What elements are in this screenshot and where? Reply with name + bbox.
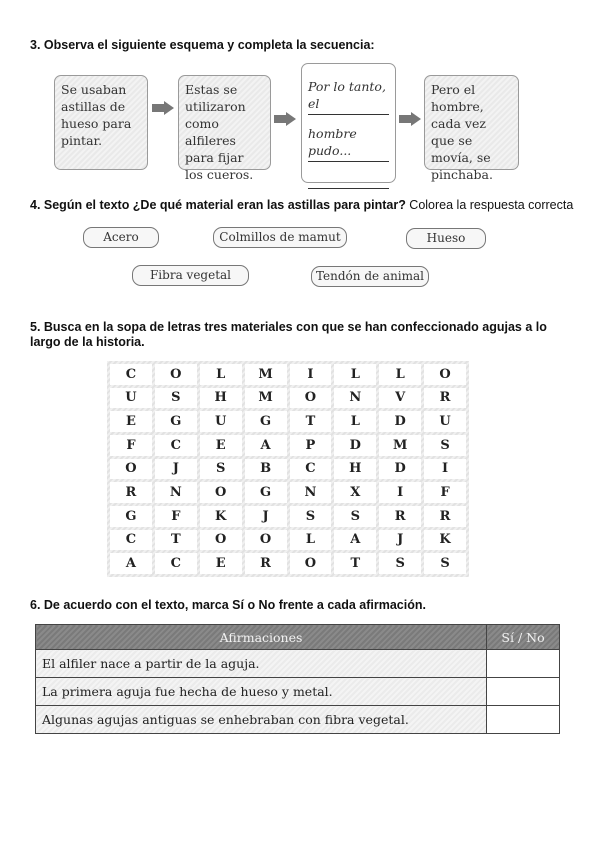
option-acero[interactable]: Acero <box>83 227 159 248</box>
option-fibra-vegetal[interactable]: Fibra vegetal <box>132 265 249 286</box>
table-row <box>36 650 560 678</box>
table-row <box>36 678 560 706</box>
header-affirmations: Afirmaciones <box>36 625 487 650</box>
word-search-cell[interactable]: T <box>290 411 332 432</box>
word-search-cell[interactable]: F <box>110 435 152 456</box>
word-search-cell[interactable]: X <box>334 482 376 503</box>
question-4-question: 4. Según el texto ¿De qué material eran las astillas para pintar? <box>30 198 406 212</box>
word-search-cell[interactable]: M <box>245 388 287 409</box>
word-search-cell[interactable]: O <box>200 482 242 503</box>
word-search-cell[interactable]: O <box>155 364 197 385</box>
word-search-cell[interactable]: P <box>290 435 332 456</box>
word-search-cell[interactable]: D <box>334 435 376 456</box>
word-search-cell[interactable]: E <box>200 435 242 456</box>
question-4-title <box>30 198 573 213</box>
word-search-cell[interactable]: N <box>334 388 376 409</box>
word-search-cell[interactable]: L <box>334 411 376 432</box>
affirmation-text: El alfiler nace a partir de la aguja. <box>36 650 487 678</box>
word-search-cell[interactable]: J <box>245 506 287 527</box>
word-search-cell[interactable]: R <box>245 553 287 574</box>
word-search-cell[interactable]: K <box>424 530 466 551</box>
word-search-cell[interactable]: A <box>110 553 152 574</box>
word-search-cell[interactable]: C <box>155 553 197 574</box>
arrow-right-icon <box>274 112 296 126</box>
word-search-cell[interactable]: T <box>334 553 376 574</box>
word-search-cell[interactable]: U <box>110 388 152 409</box>
answer-cell[interactable] <box>487 706 560 734</box>
affirmation-text: Algunas agujas antiguas se enhebraban con fibra vegetal. <box>36 706 487 734</box>
sequence-box-2: Estas se utilizaron como alfileres para fijar los cueros. <box>178 75 271 170</box>
word-search-cell[interactable]: O <box>290 388 332 409</box>
word-search-cell[interactable]: R <box>110 482 152 503</box>
word-search-cell[interactable]: J <box>379 530 421 551</box>
answer-cell[interactable] <box>487 650 560 678</box>
word-search-cell[interactable]: L <box>200 364 242 385</box>
word-search-cell[interactable]: D <box>379 411 421 432</box>
word-search-cell[interactable]: L <box>290 530 332 551</box>
word-search-cell[interactable]: F <box>155 506 197 527</box>
word-search-cell[interactable]: H <box>200 388 242 409</box>
word-search-cell[interactable]: S <box>290 506 332 527</box>
sequence-box-3-line-1: Por lo tanto, el <box>308 78 389 115</box>
word-search-cell[interactable]: C <box>110 530 152 551</box>
word-search-cell[interactable]: C <box>110 364 152 385</box>
word-search-cell[interactable]: O <box>200 530 242 551</box>
word-search-cell[interactable]: L <box>379 364 421 385</box>
header-answer: Sí / No <box>487 625 560 650</box>
question-6-title: 6. De acuerdo con el texto, marca Sí o No frente a cada afirmación. <box>30 598 426 612</box>
question-3-title: 3. Observa el siguiente esquema y completa la secuencia: <box>30 38 375 52</box>
word-search-cell[interactable]: N <box>290 482 332 503</box>
word-search-cell[interactable]: M <box>245 364 287 385</box>
table-row <box>36 706 560 734</box>
word-search-cell[interactable]: L <box>334 364 376 385</box>
word-search-cell[interactable]: O <box>424 364 466 385</box>
word-search-cell[interactable]: C <box>155 435 197 456</box>
sequence-box-3-answer[interactable] <box>301 63 396 183</box>
affirmations-table <box>35 624 560 734</box>
word-search-cell[interactable]: R <box>379 506 421 527</box>
word-search-cell[interactable]: N <box>155 482 197 503</box>
sequence-box-4: Pero el hombre, cada vez que se movía, se pinchaba. <box>424 75 519 170</box>
word-search-cell[interactable]: G <box>245 482 287 503</box>
word-search-cell[interactable]: O <box>245 530 287 551</box>
word-search-cell[interactable]: S <box>379 553 421 574</box>
word-search-cell[interactable]: J <box>155 459 197 480</box>
word-search-cell[interactable]: K <box>200 506 242 527</box>
word-search-cell[interactable]: I <box>290 364 332 385</box>
word-search-cell[interactable]: A <box>245 435 287 456</box>
word-search-cell[interactable]: G <box>110 506 152 527</box>
word-search-cell[interactable]: R <box>424 506 466 527</box>
answer-cell[interactable] <box>487 678 560 706</box>
word-search-cell[interactable]: G <box>245 411 287 432</box>
word-search-cell[interactable]: E <box>110 411 152 432</box>
word-search-cell[interactable]: E <box>200 553 242 574</box>
sequence-box-3-line-2: hombre pudo... <box>308 125 389 162</box>
word-search-cell[interactable]: I <box>424 459 466 480</box>
word-search-cell[interactable]: S <box>424 435 466 456</box>
word-search-cell[interactable]: R <box>424 388 466 409</box>
word-search-cell[interactable]: G <box>155 411 197 432</box>
sequence-box-1: Se usaban astillas de hueso para pintar. <box>54 75 148 170</box>
option-hueso[interactable]: Hueso <box>406 228 486 249</box>
word-search-cell[interactable]: I <box>379 482 421 503</box>
word-search-cell[interactable]: F <box>424 482 466 503</box>
option-tendon-de-animal[interactable]: Tendón de animal <box>311 266 429 287</box>
word-search-cell[interactable]: C <box>290 459 332 480</box>
word-search-cell[interactable]: O <box>290 553 332 574</box>
arrow-right-icon <box>152 101 174 115</box>
question-4-instruction: Colorea la respuesta correcta <box>405 198 574 212</box>
question-5-title: 5. Busca en la sopa de letras tres materiales con que se han confeccionado agujas a lo largo de la historia. <box>30 320 547 349</box>
affirmation-text: La primera aguja fue hecha de hueso y metal. <box>36 678 487 706</box>
word-search-cell[interactable]: M <box>379 435 421 456</box>
word-search-cell[interactable]: U <box>200 411 242 432</box>
sequence-box-3-blank-line[interactable] <box>308 172 389 189</box>
word-search-cell[interactable]: A <box>334 530 376 551</box>
option-colmillos-de-mamut[interactable]: Colmillos de mamut <box>213 227 347 248</box>
word-search-cell[interactable]: H <box>334 459 376 480</box>
word-search-cell[interactable]: S <box>334 506 376 527</box>
word-search-cell[interactable]: V <box>379 388 421 409</box>
word-search-cell[interactable]: T <box>155 530 197 551</box>
word-search-cell[interactable]: D <box>379 459 421 480</box>
word-search-cell[interactable]: S <box>424 553 466 574</box>
arrow-right-icon <box>399 112 421 126</box>
word-search-cell[interactable]: S <box>155 388 197 409</box>
word-search-cell[interactable]: O <box>110 459 152 480</box>
word-search-cell[interactable]: B <box>245 459 287 480</box>
word-search-grid <box>107 361 469 577</box>
word-search-cell[interactable]: S <box>200 459 242 480</box>
word-search-cell[interactable]: U <box>424 411 466 432</box>
